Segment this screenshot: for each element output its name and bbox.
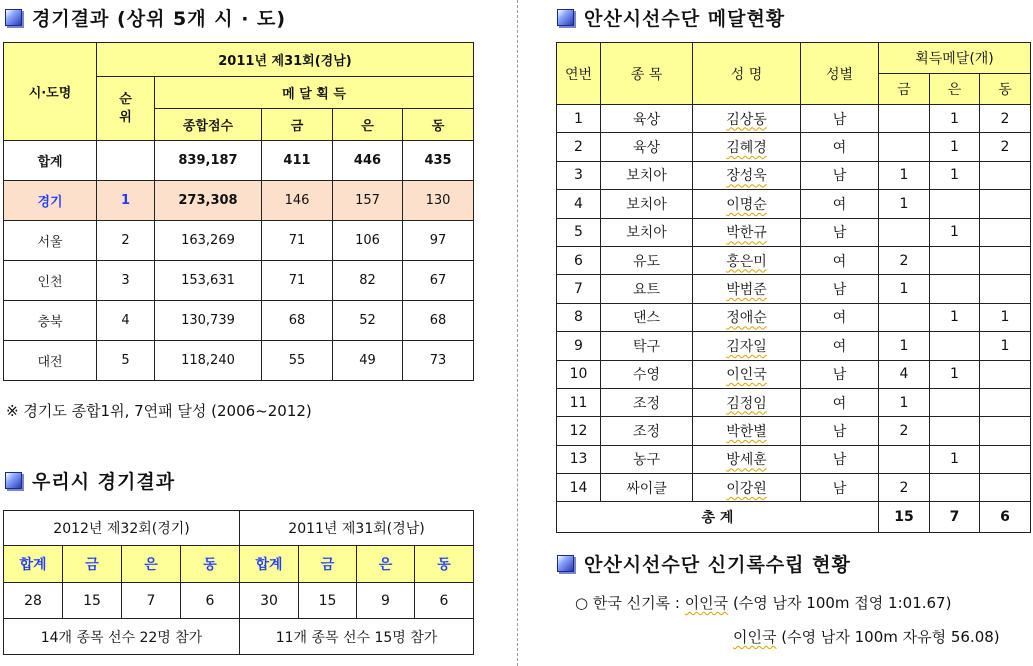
cell-region: 충북 <box>4 301 97 341</box>
cell-name: 김상동 <box>693 105 801 133</box>
header-medals: 메 달 획 득 <box>155 77 474 109</box>
header-silver-2012: 은 <box>122 546 181 583</box>
section-title-city-results <box>5 467 175 494</box>
cell-bronze <box>980 360 1031 388</box>
cell-gold: 71 <box>262 221 333 261</box>
cell-sport: 유도 <box>601 246 693 274</box>
cell-gold: 2 <box>879 474 930 502</box>
cell-name: 김정임 <box>693 388 801 416</box>
header-silver: 은 <box>930 74 980 105</box>
cell-silver <box>930 275 980 303</box>
cell-gold: 2 <box>879 417 930 445</box>
total-silver: 7 <box>930 502 980 533</box>
cell-silver: 1 <box>930 360 980 388</box>
cell-no: 14 <box>557 474 601 502</box>
cell-silver: 49 <box>333 341 403 381</box>
square-bullet-icon <box>5 472 22 489</box>
cell-sport: 조정 <box>601 388 693 416</box>
cell-no: 11 <box>557 388 601 416</box>
total-gold: 15 <box>879 502 930 533</box>
cell-region: 대전 <box>4 341 97 381</box>
record-prefix: ○ 한국 신기록 : <box>575 594 680 612</box>
cell-bronze: 1 <box>980 303 1031 331</box>
cell-silver: 82 <box>333 261 403 301</box>
cell-bronze <box>980 417 1031 445</box>
total-bronze: 6 <box>980 502 1031 533</box>
cell-sport: 육상 <box>601 133 693 161</box>
record-athlete-name: 이인국 <box>733 628 777 646</box>
cell-silver: 446 <box>333 141 403 181</box>
cell-no: 10 <box>557 360 601 388</box>
cell-sport: 댄스 <box>601 303 693 331</box>
cell-gold <box>879 105 930 133</box>
cell-sport: 육상 <box>601 105 693 133</box>
table-row <box>557 105 1031 133</box>
cell-gold <box>879 303 930 331</box>
cell-gold: 1 <box>879 388 930 416</box>
header-bronze-2012: 동 <box>181 546 240 583</box>
cell-bronze: 97 <box>403 221 474 261</box>
section-title-records <box>557 550 851 577</box>
table-row <box>4 261 474 301</box>
cell-bronze <box>980 275 1031 303</box>
cell-name: 김자일 <box>693 332 801 360</box>
table-row <box>4 221 474 261</box>
header-total-2011: 합계 <box>240 546 299 583</box>
cell-no: 9 <box>557 332 601 360</box>
cell-rank: 1 <box>97 181 155 221</box>
record-line-1 <box>575 592 951 613</box>
cell-silver <box>930 246 980 274</box>
header-gold-2012: 금 <box>63 546 122 583</box>
header-bronze: 동 <box>403 109 474 141</box>
cell-bronze <box>980 218 1031 246</box>
header-gender: 성별 <box>801 43 879 105</box>
table-row-total <box>4 141 474 181</box>
header-silver-2011: 은 <box>357 546 415 583</box>
value-bronze-2012: 6 <box>181 583 240 619</box>
value-total-2011: 30 <box>240 583 299 619</box>
cell-score: 273,308 <box>155 181 262 221</box>
cell-score: 839,187 <box>155 141 262 181</box>
cell-gold: 1 <box>879 161 930 189</box>
cell-bronze: 67 <box>403 261 474 301</box>
cell-bronze: 435 <box>403 141 474 181</box>
cell-bronze <box>980 445 1031 473</box>
cell-region: 서울 <box>4 221 97 261</box>
cell-name: 방세훈 <box>693 445 801 473</box>
table-row <box>557 388 1031 416</box>
cell-silver <box>930 417 980 445</box>
cell-silver <box>930 190 980 218</box>
header-silver: 은 <box>333 109 403 141</box>
table-row <box>557 190 1031 218</box>
cell-gold: 411 <box>262 141 333 181</box>
cell-bronze: 2 <box>980 133 1031 161</box>
cell-score: 153,631 <box>155 261 262 301</box>
value-gold-2011: 15 <box>299 583 357 619</box>
cell-gold: 1 <box>879 332 930 360</box>
cell-region: 인천 <box>4 261 97 301</box>
cell-gender: 여 <box>801 190 879 218</box>
cell-gold: 146 <box>262 181 333 221</box>
cell-name: 박범준 <box>693 275 801 303</box>
value-bronze-2011: 6 <box>415 583 474 619</box>
cell-silver <box>930 332 980 360</box>
header-bronze: 동 <box>980 74 1031 105</box>
cell-score: 118,240 <box>155 341 262 381</box>
total-label: 총 계 <box>557 502 879 533</box>
cell-gender: 남 <box>801 417 879 445</box>
summary-2011: 11개 종목 선수 15명 참가 <box>240 619 474 655</box>
table-row <box>557 360 1031 388</box>
cell-no: 13 <box>557 445 601 473</box>
header-region: 시·도명 <box>4 43 97 141</box>
section-title-ansan-medals <box>557 4 785 31</box>
cell-gold: 1 <box>879 190 930 218</box>
cell-no: 4 <box>557 190 601 218</box>
header-sport: 종 목 <box>601 43 693 105</box>
cell-gold: 2 <box>879 246 930 274</box>
table-row <box>557 303 1031 331</box>
header-name: 성 명 <box>693 43 801 105</box>
cell-bronze: 1 <box>980 332 1031 360</box>
event-2012-header: 2012년 제32회(경기) <box>4 511 240 546</box>
cell-bronze <box>980 474 1031 502</box>
cell-score: 163,269 <box>155 221 262 261</box>
cell-gender: 여 <box>801 133 879 161</box>
section-title-text: 안산시선수단 신기록수립 현황 <box>584 554 851 576</box>
cell-rank <box>97 141 155 181</box>
header-gold: 금 <box>262 109 333 141</box>
record-detail: (수영 남자 100m 자유형 56.08) <box>781 628 1000 646</box>
cell-name: 홍은미 <box>693 246 801 274</box>
cell-gold: 1 <box>879 275 930 303</box>
cell-name: 김혜경 <box>693 133 801 161</box>
header-total-2012: 합계 <box>4 546 63 583</box>
cell-gender: 여 <box>801 246 879 274</box>
cell-silver: 106 <box>333 221 403 261</box>
value-silver-2012: 7 <box>122 583 181 619</box>
cell-rank: 2 <box>97 221 155 261</box>
cell-gender: 남 <box>801 218 879 246</box>
cell-name: 이강원 <box>693 474 801 502</box>
summary-2012: 14개 종목 선수 22명 참가 <box>4 619 240 655</box>
cell-sport: 보치아 <box>601 218 693 246</box>
cell-silver: 1 <box>930 105 980 133</box>
record-athlete-name: 이인국 <box>684 594 729 612</box>
cell-gender: 남 <box>801 445 879 473</box>
cell-gender: 남 <box>801 105 879 133</box>
cell-score: 130,739 <box>155 301 262 341</box>
header-medals: 획득메달(개) <box>879 43 1031 74</box>
cell-gold <box>879 445 930 473</box>
cell-sport: 보치아 <box>601 161 693 189</box>
value-silver-2011: 9 <box>357 583 415 619</box>
section-title-text: 경기결과 (상위 5개 시 · 도) <box>32 8 287 30</box>
section-title-text: 안산시선수단 메달현황 <box>584 8 786 30</box>
table-row <box>557 332 1031 360</box>
cell-bronze: 130 <box>403 181 474 221</box>
ansan-medal-table <box>556 42 1031 533</box>
cell-gender: 남 <box>801 161 879 189</box>
square-bullet-icon <box>5 9 22 26</box>
cell-gold: 55 <box>262 341 333 381</box>
table-row <box>557 275 1031 303</box>
header-rank-text: 순위 <box>119 91 132 125</box>
cell-bronze: 68 <box>403 301 474 341</box>
section-title-text: 우리시 경기결과 <box>32 471 176 493</box>
cell-bronze <box>980 161 1031 189</box>
table-row-highlight <box>4 181 474 221</box>
header-bronze-2011: 동 <box>415 546 474 583</box>
cell-gold: 4 <box>879 360 930 388</box>
cell-sport: 수영 <box>601 360 693 388</box>
cell-region: 합계 <box>4 141 97 181</box>
square-bullet-icon <box>557 555 574 572</box>
cell-no: 8 <box>557 303 601 331</box>
header-gold: 금 <box>879 74 930 105</box>
cell-silver: 52 <box>333 301 403 341</box>
cell-bronze <box>980 190 1031 218</box>
cell-gender: 여 <box>801 303 879 331</box>
cell-gender: 여 <box>801 332 879 360</box>
cell-no: 12 <box>557 417 601 445</box>
cell-name: 박한별 <box>693 417 801 445</box>
cell-silver: 157 <box>333 181 403 221</box>
cell-gender: 남 <box>801 474 879 502</box>
cell-gender: 남 <box>801 360 879 388</box>
table-row <box>4 301 474 341</box>
cell-name: 이명순 <box>693 190 801 218</box>
cell-sport: 싸이클 <box>601 474 693 502</box>
cell-rank: 3 <box>97 261 155 301</box>
cell-sport: 조정 <box>601 417 693 445</box>
cell-name: 장성욱 <box>693 161 801 189</box>
event-2011-header: 2011년 제31회(경남) <box>240 511 474 546</box>
cell-silver: 1 <box>930 161 980 189</box>
table-row <box>557 417 1031 445</box>
cell-sport: 농구 <box>601 445 693 473</box>
section-title-top5 <box>5 4 286 31</box>
header-no: 연번 <box>557 43 601 105</box>
table-row <box>557 445 1031 473</box>
cell-bronze: 2 <box>980 105 1031 133</box>
cell-gender: 남 <box>801 275 879 303</box>
header-gold-2011: 금 <box>299 546 357 583</box>
cell-gold <box>879 218 930 246</box>
cell-region: 경기 <box>4 181 97 221</box>
cell-no: 3 <box>557 161 601 189</box>
record-detail: (수영 남자 100m 접영 1:01.67) <box>732 594 952 612</box>
cell-silver: 1 <box>930 218 980 246</box>
cell-gold: 71 <box>262 261 333 301</box>
header-rank <box>97 77 155 141</box>
value-total-2012: 28 <box>4 583 63 619</box>
table-row <box>557 133 1031 161</box>
table-row <box>4 341 474 381</box>
cell-sport: 요트 <box>601 275 693 303</box>
cell-no: 5 <box>557 218 601 246</box>
cell-bronze: 73 <box>403 341 474 381</box>
table-row <box>557 474 1031 502</box>
column-divider <box>517 0 518 666</box>
cell-no: 1 <box>557 105 601 133</box>
cell-bronze <box>980 388 1031 416</box>
record-line-2 <box>733 626 1000 647</box>
cell-rank: 4 <box>97 301 155 341</box>
cell-gold <box>879 133 930 161</box>
table-row <box>557 218 1031 246</box>
cell-name: 박한규 <box>693 218 801 246</box>
top5-results-table <box>3 42 474 381</box>
cell-no: 2 <box>557 133 601 161</box>
cell-silver: 1 <box>930 303 980 331</box>
cell-name: 이인국 <box>693 360 801 388</box>
cell-no: 7 <box>557 275 601 303</box>
cell-silver <box>930 474 980 502</box>
cell-silver <box>930 388 980 416</box>
cell-no: 6 <box>557 246 601 274</box>
cell-sport: 보치아 <box>601 190 693 218</box>
city-results-table <box>3 510 474 655</box>
cell-rank: 5 <box>97 341 155 381</box>
table-row <box>557 246 1031 274</box>
cell-silver: 1 <box>930 445 980 473</box>
header-score: 종합점수 <box>155 109 262 141</box>
square-bullet-icon <box>557 9 574 26</box>
cell-silver: 1 <box>930 133 980 161</box>
gyeonggi-note: ※ 경기도 종합1위, 7연패 달성 (2006~2012) <box>6 402 312 420</box>
header-event: 2011년 제31회(경남) <box>97 43 474 77</box>
cell-gender: 여 <box>801 388 879 416</box>
table-row <box>557 161 1031 189</box>
value-gold-2012: 15 <box>63 583 122 619</box>
cell-bronze <box>980 246 1031 274</box>
cell-gold: 68 <box>262 301 333 341</box>
cell-name: 정애순 <box>693 303 801 331</box>
cell-sport: 탁구 <box>601 332 693 360</box>
